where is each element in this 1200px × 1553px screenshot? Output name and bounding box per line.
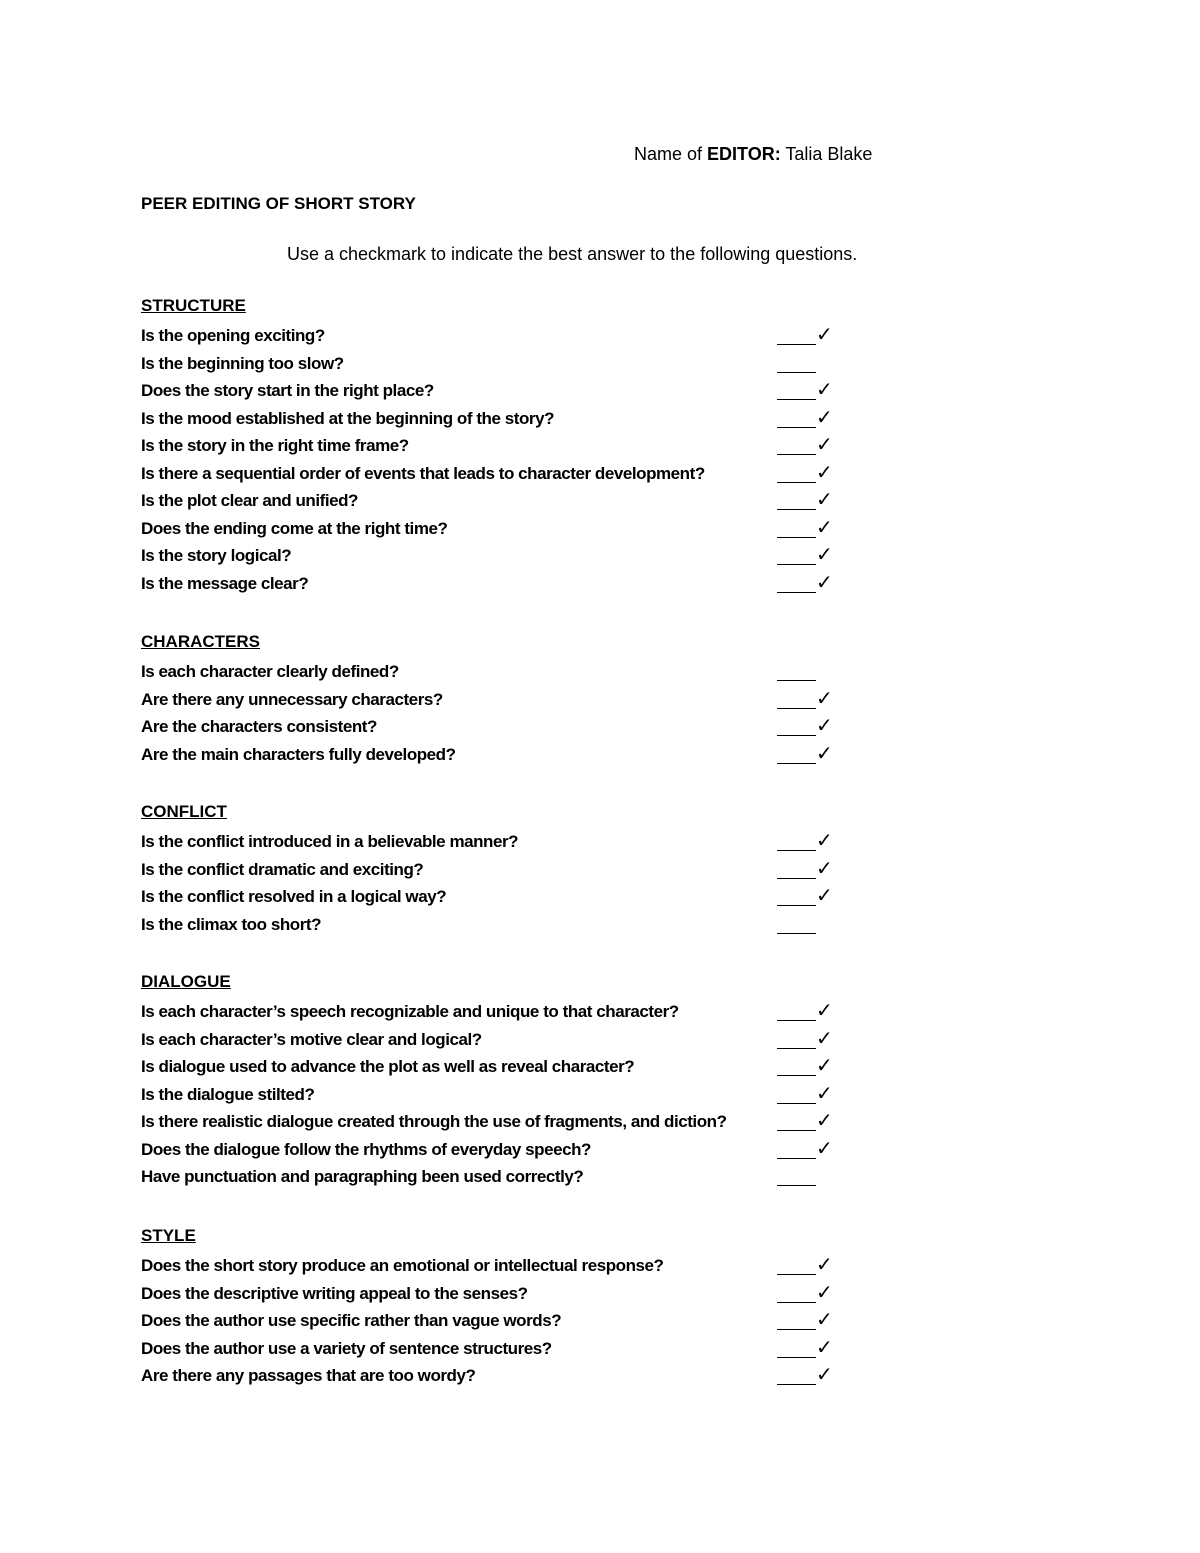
answer-blank-line <box>777 1302 816 1303</box>
question-text: Does the author use specific rather than vague words? <box>141 1311 562 1330</box>
question-row <box>141 998 861 1028</box>
question-row <box>141 1334 861 1365</box>
checkmark-icon: ✓ <box>816 569 833 594</box>
answer-blank-line <box>777 850 816 851</box>
question-text: Does the author use a variety of sentence structures? <box>141 1338 552 1358</box>
answer-blank-line <box>777 564 816 565</box>
checkmark-icon: ✓ <box>816 1053 833 1077</box>
question-row <box>141 404 861 435</box>
checkmark-icon: ✓ <box>816 713 833 737</box>
instructions: Use a checkmark to indicate the best answer to the following questions. <box>287 244 858 264</box>
editor-label: EDITOR: <box>707 144 781 164</box>
question-text: Is the beginning too slow? <box>141 353 344 373</box>
answer-blank-line <box>777 592 816 593</box>
section-heading-conflict: CONFLICT <box>141 802 227 821</box>
question-text: Is each character’s motive clear and logical? <box>141 1029 482 1049</box>
checkmark-icon: ✓ <box>816 377 833 401</box>
question-row <box>141 1252 861 1282</box>
answer-blank-line <box>777 537 816 538</box>
section-heading-style: STYLE <box>141 1226 196 1245</box>
question-text: Is the conflict resolved in a logical way? <box>141 887 447 906</box>
answer-blank-line <box>777 1274 816 1275</box>
question-text: Is the dialogue stilted? <box>141 1084 315 1104</box>
question-text: Is dialogue used to advance the plot as well as reveal character? <box>141 1057 635 1076</box>
question-text: Does the descriptive writing appeal to the senses? <box>141 1283 528 1303</box>
question-text: Is the opening exciting? <box>141 326 325 345</box>
answer-field[interactable] <box>777 487 837 512</box>
question-row <box>141 569 861 600</box>
checkmark-icon: ✓ <box>816 1135 833 1160</box>
question-text: Does the ending come at the right time? <box>141 518 448 538</box>
checkmark-icon: ✓ <box>816 828 833 852</box>
answer-field[interactable] <box>777 1108 837 1133</box>
question-text: Are the main characters fully developed? <box>141 744 456 764</box>
answer-blank-line <box>777 1185 816 1186</box>
answer-field[interactable] <box>777 828 837 853</box>
answer-field[interactable] <box>777 855 837 881</box>
question-row <box>141 459 861 490</box>
answer-field[interactable] <box>777 322 837 347</box>
checkmark-icon: ✓ <box>816 883 833 907</box>
answer-blank-line <box>777 933 816 934</box>
question-text: Is each character’s speech recognizable and unique to that character? <box>141 1002 679 1021</box>
checkmark-icon: ✓ <box>816 740 833 765</box>
question-text: Does the short story produce an emotional or intellectual response? <box>141 1256 664 1275</box>
checkmark-icon: ✓ <box>816 998 833 1022</box>
answer-blank-line <box>777 482 816 483</box>
answer-blank-line <box>777 680 816 681</box>
question-row <box>141 487 861 517</box>
question-row <box>141 322 861 352</box>
answer-field[interactable] <box>777 685 837 711</box>
answer-blank-line <box>777 1158 816 1159</box>
question-text: Is there realistic dialogue created through the use of fragments, and diction? <box>141 1112 727 1131</box>
answer-blank-line <box>777 1020 816 1021</box>
answer-field[interactable] <box>777 1334 837 1360</box>
checkmark-icon: ✓ <box>816 1279 833 1304</box>
answer-blank-line <box>777 509 816 510</box>
answer-blank-line <box>777 1075 816 1076</box>
question-text: Have punctuation and paragraphing been used correctly? <box>141 1167 584 1186</box>
question-row <box>141 1025 861 1056</box>
answer-field[interactable] <box>777 1080 837 1106</box>
question-text: Is the conflict dramatic and exciting? <box>141 859 424 879</box>
answer-field[interactable] <box>777 661 837 683</box>
question-row <box>141 1279 861 1310</box>
document-title: PEER EDITING OF SHORT STORY <box>141 194 416 213</box>
answer-field[interactable] <box>777 713 837 738</box>
answer-blank-line <box>777 905 816 906</box>
question-row <box>141 1053 861 1083</box>
answer-field[interactable] <box>777 353 837 375</box>
editor-line <box>634 144 872 165</box>
answer-blank-line <box>777 1103 816 1104</box>
answer-blank-line <box>777 1384 816 1385</box>
answer-field[interactable] <box>777 1135 837 1161</box>
answer-field[interactable] <box>777 432 837 457</box>
checkmark-icon: ✓ <box>816 459 833 484</box>
checkmark-icon: ✓ <box>816 1252 833 1276</box>
answer-blank-line <box>777 735 816 736</box>
answer-blank-line <box>777 427 816 428</box>
checkmark-icon: ✓ <box>816 542 833 566</box>
checkmark-icon: ✓ <box>816 322 833 346</box>
question-row <box>141 1135 861 1166</box>
checkmark-icon: ✓ <box>816 1080 833 1105</box>
checkmark-icon: ✓ <box>816 1025 833 1050</box>
answer-field[interactable] <box>777 569 837 595</box>
question-row <box>141 514 861 545</box>
answer-blank-line <box>777 1329 816 1330</box>
checkmark-icon: ✓ <box>816 1334 833 1359</box>
answer-field[interactable] <box>777 1362 837 1387</box>
question-row <box>141 855 861 886</box>
checkmark-icon: ✓ <box>816 685 833 710</box>
question-row <box>141 883 861 913</box>
answer-field[interactable] <box>777 514 837 540</box>
checkmark-icon: ✓ <box>816 514 833 539</box>
answer-blank-line <box>777 1130 816 1131</box>
answer-blank-line <box>777 1048 816 1049</box>
answer-blank-line <box>777 763 816 764</box>
question-row <box>141 685 861 716</box>
checkmark-icon: ✓ <box>816 1362 833 1386</box>
answer-blank-line <box>777 344 816 345</box>
section-heading-characters: CHARACTERS <box>141 632 260 651</box>
question-text: Is the story logical? <box>141 546 292 565</box>
answer-field[interactable] <box>777 1307 837 1332</box>
question-row <box>141 1362 861 1392</box>
answer-blank-line <box>777 878 816 879</box>
answer-field[interactable] <box>777 1025 837 1051</box>
answer-blank-line <box>777 708 816 709</box>
question-text: Does the dialogue follow the rhythms of everyday speech? <box>141 1139 591 1159</box>
answer-field[interactable] <box>777 883 837 908</box>
answer-field[interactable] <box>777 542 837 567</box>
question-text: Is the climax too short? <box>141 914 322 934</box>
answer-field[interactable] <box>777 1166 837 1188</box>
question-row <box>141 1307 861 1337</box>
question-text: Is the mood established at the beginning of the story? <box>141 408 555 428</box>
answer-blank-line <box>777 1357 816 1358</box>
answer-field[interactable] <box>777 1252 837 1277</box>
question-text: Does the story start in the right place? <box>141 381 434 400</box>
question-row <box>141 914 861 941</box>
section-heading-structure: STRUCTURE <box>141 296 246 315</box>
question-row <box>141 542 861 572</box>
question-text: Are there any unnecessary characters? <box>141 689 443 709</box>
answer-field[interactable] <box>777 1053 837 1078</box>
checkmark-icon: ✓ <box>816 855 833 880</box>
question-row <box>141 353 861 380</box>
checkmark-icon: ✓ <box>816 432 833 456</box>
editor-prefix: Name of <box>634 144 708 164</box>
checkmark-icon: ✓ <box>816 487 833 511</box>
answer-field[interactable] <box>777 459 837 485</box>
question-row <box>141 1166 861 1193</box>
question-row <box>141 828 861 858</box>
answer-field[interactable] <box>777 998 837 1023</box>
section-heading-dialogue: DIALOGUE <box>141 972 231 991</box>
answer-field[interactable] <box>777 740 837 766</box>
question-text: Is the story in the right time frame? <box>141 436 409 455</box>
answer-blank-line <box>777 372 816 373</box>
question-row <box>141 432 861 462</box>
question-row <box>141 661 861 688</box>
question-row <box>141 1080 861 1111</box>
question-row <box>141 713 861 743</box>
question-row <box>141 740 861 771</box>
checkmark-icon: ✓ <box>816 1307 833 1331</box>
question-text: Is each character clearly defined? <box>141 662 399 681</box>
answer-blank-line <box>777 399 816 400</box>
editor-name: Talia Blake <box>780 144 873 164</box>
question-row <box>141 377 861 407</box>
question-text: Is there a sequential order of events that leads to character development? <box>141 463 705 483</box>
checkmark-icon: ✓ <box>816 1108 833 1132</box>
question-text: Is the message clear? <box>141 573 309 593</box>
question-row <box>141 1108 861 1138</box>
question-text: Is the plot clear and unified? <box>141 491 358 510</box>
answer-field[interactable] <box>777 377 837 402</box>
question-text: Are the characters consistent? <box>141 717 377 736</box>
question-text: Is the conflict introduced in a believable manner? <box>141 832 519 851</box>
checkmark-icon: ✓ <box>816 404 833 429</box>
answer-field[interactable] <box>777 404 837 430</box>
answer-blank-line <box>777 454 816 455</box>
question-text: Are there any passages that are too wordy? <box>141 1366 476 1385</box>
answer-field[interactable] <box>777 1279 837 1305</box>
answer-field[interactable] <box>777 914 837 936</box>
